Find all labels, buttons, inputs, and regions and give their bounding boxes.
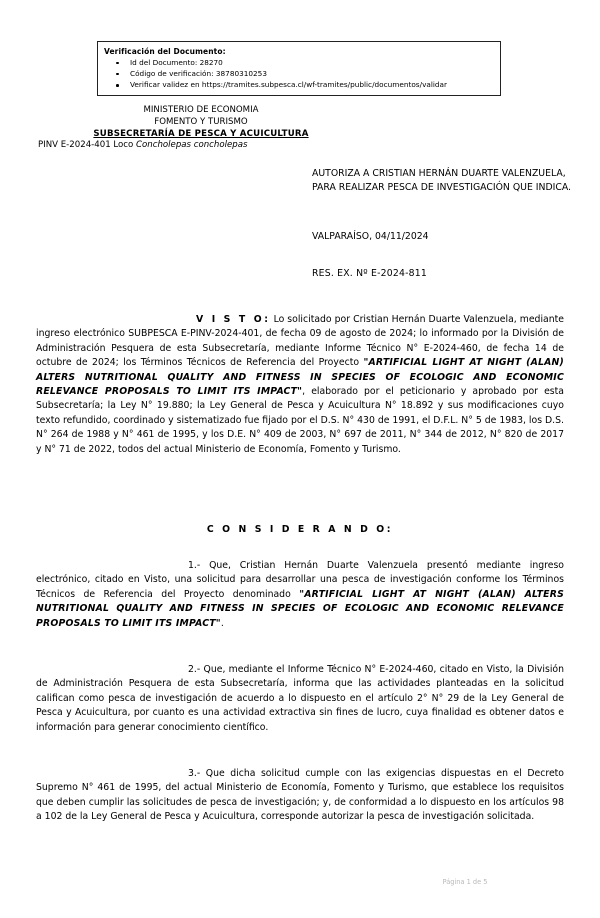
considerando-item-1: [36, 559, 564, 631]
page-footer: [0, 878, 600, 886]
subsecretaria-line: SUBSECRETARÍA DE PESCA Y ACUICULTURA: [93, 128, 309, 139]
verification-box: [97, 41, 501, 96]
paragraph-2-text: Que, mediante el Informe Técnico N° E-2024-460, citado en Visto, la División de Administración Pesquera de esta Subsecretaría, informa que las actividades planteadas en la solicitud califican como pesca de investigación de acuerdo a lo dispuesto en el artículo 2° N° 29 de la Ley General de Pesca y Acuicultura, por cuanto es una actividad extractiva sin fines de lucro, cuya finalidad es obtener datos e información para generar conocimiento científico.: [36, 664, 564, 733]
visto-paragraph: [36, 313, 564, 457]
resolution-number: RES. EX. Nº E-2024-811: [312, 268, 427, 279]
visto-text-after: , elaborado por el peticionario y aprobado por esta Subsecretaría; la Ley N° 19.880; la Ley General de Pesca y Acuicultura N° 18.892 y sus modificaciones cuyo texto refundido, coordinado y sistematizado fue fijado por el D.S. N° 430 de 1991, el D.F.L. N° 5 de 1983, los D.S. N° 264 de 1988 y N° 461 de 1995, y los D.E. N° 409 de 2003, N° 697 de 2011, N° 344 de 2012, N° 820 de 2017 y N° 71 de 2022, todos del actual Ministerio de Economía, Fomento y Turismo.: [36, 386, 564, 455]
verification-item-url: Verificar validez en https://tramites.subpesca.cl/wf-tramites/public/documentos/validar: [104, 79, 496, 90]
verification-title: Verificación del Documento:: [104, 47, 226, 56]
project-code-line: [36, 140, 366, 152]
verification-item-code: Código de verificación: 38780310253: [104, 68, 496, 79]
considerando-heading: C O N S I D E R A N D O:: [206, 524, 394, 535]
paragraph-1-text-after: .: [220, 617, 224, 629]
letterhead: [36, 105, 366, 152]
paragraph-1-project-title: "ARTIFICIAL LIGHT AT NIGHT (ALAN) ALTERS NUTRITIONAL QUALITY AND FITNESS IN SPECIES OF ECOLOGIC AND ECONOMIC RELEVANCE PROPOSALS TO LIMIT ITS IMPACT": [36, 588, 564, 629]
visto-project-title: "ARTIFICIAL LIGHT AT NIGHT (ALAN) ALTERS NUTRITIONAL QUALITY AND FITNESS IN SPECIES OF ECOLOGIC AND ECONOMIC RELEVANCE PROPOSALS TO LIMIT ITS IMPACT": [36, 357, 564, 398]
paragraph-3-text: Que dicha solicitud cumple con las exigencias dispuestas en el Decreto Supremo N° 461 de 1995, del actual Ministerio de Economía, Fomento y Turismo, que establece los requisitos que deben cumplir las solicitudes de pesca de investigación; y, de conformidad a lo dispuesto en los artículos 98 a 102 de la Ley General de Pesca y Acuicultura, corresponde autorizar la pesca de investigación solicitada.: [36, 768, 564, 823]
ministry-line-2: FOMENTO Y TURISMO: [154, 116, 248, 127]
paragraph-2-number: 2.-: [188, 664, 201, 675]
paragraph-1-number: 1.-: [188, 560, 201, 571]
project-code: PINV E-2024-401 Loco: [38, 140, 137, 151]
paragraph-3-number: 3.-: [188, 768, 201, 779]
considerando-item-2: [36, 663, 564, 735]
project-species: Concholepas concholepas: [136, 140, 248, 151]
verification-list: [104, 57, 496, 91]
page-number: Página 1 de 5: [442, 878, 488, 886]
document-subject-title: AUTORIZA A CRISTIAN HERNÁN DUARTE VALENZUELA, PARA REALIZAR PESCA DE INVESTIGACIÓN QUE INDICA.: [312, 168, 572, 194]
visto-label: V I S T O:: [196, 314, 271, 325]
verification-item-document-id: Id del Documento: 28270: [104, 57, 496, 68]
paragraph-1-text-before: Que, Cristian Hernán Duarte Valenzuela presentó mediante ingreso electrónico, citado en Visto, una solicitud para desarrollar una pesca de investigación conforme los Términos Técnicos de Referencia del Proyecto denominado: [36, 560, 564, 600]
ministry-line-1: MINISTERIO DE ECONOMIA: [143, 105, 259, 115]
place-and-date: VALPARAÍSO, 04/11/2024: [312, 231, 429, 242]
considerando-item-3: [36, 767, 564, 825]
visto-text-before: Lo solicitado por Cristian Hernán Duarte Valenzuela, mediante ingreso electrónico SUBPESCA E-PINV-2024-401, de fecha 09 de agosto de 2024; lo informado por la División de Administración Pesquera de esta Subsecretaría, mediante Informe Técnico N° E-2024-460, de fecha 14 de octubre de 2024; los Términos Técnicos de Referencia del Proyecto: [36, 314, 564, 369]
